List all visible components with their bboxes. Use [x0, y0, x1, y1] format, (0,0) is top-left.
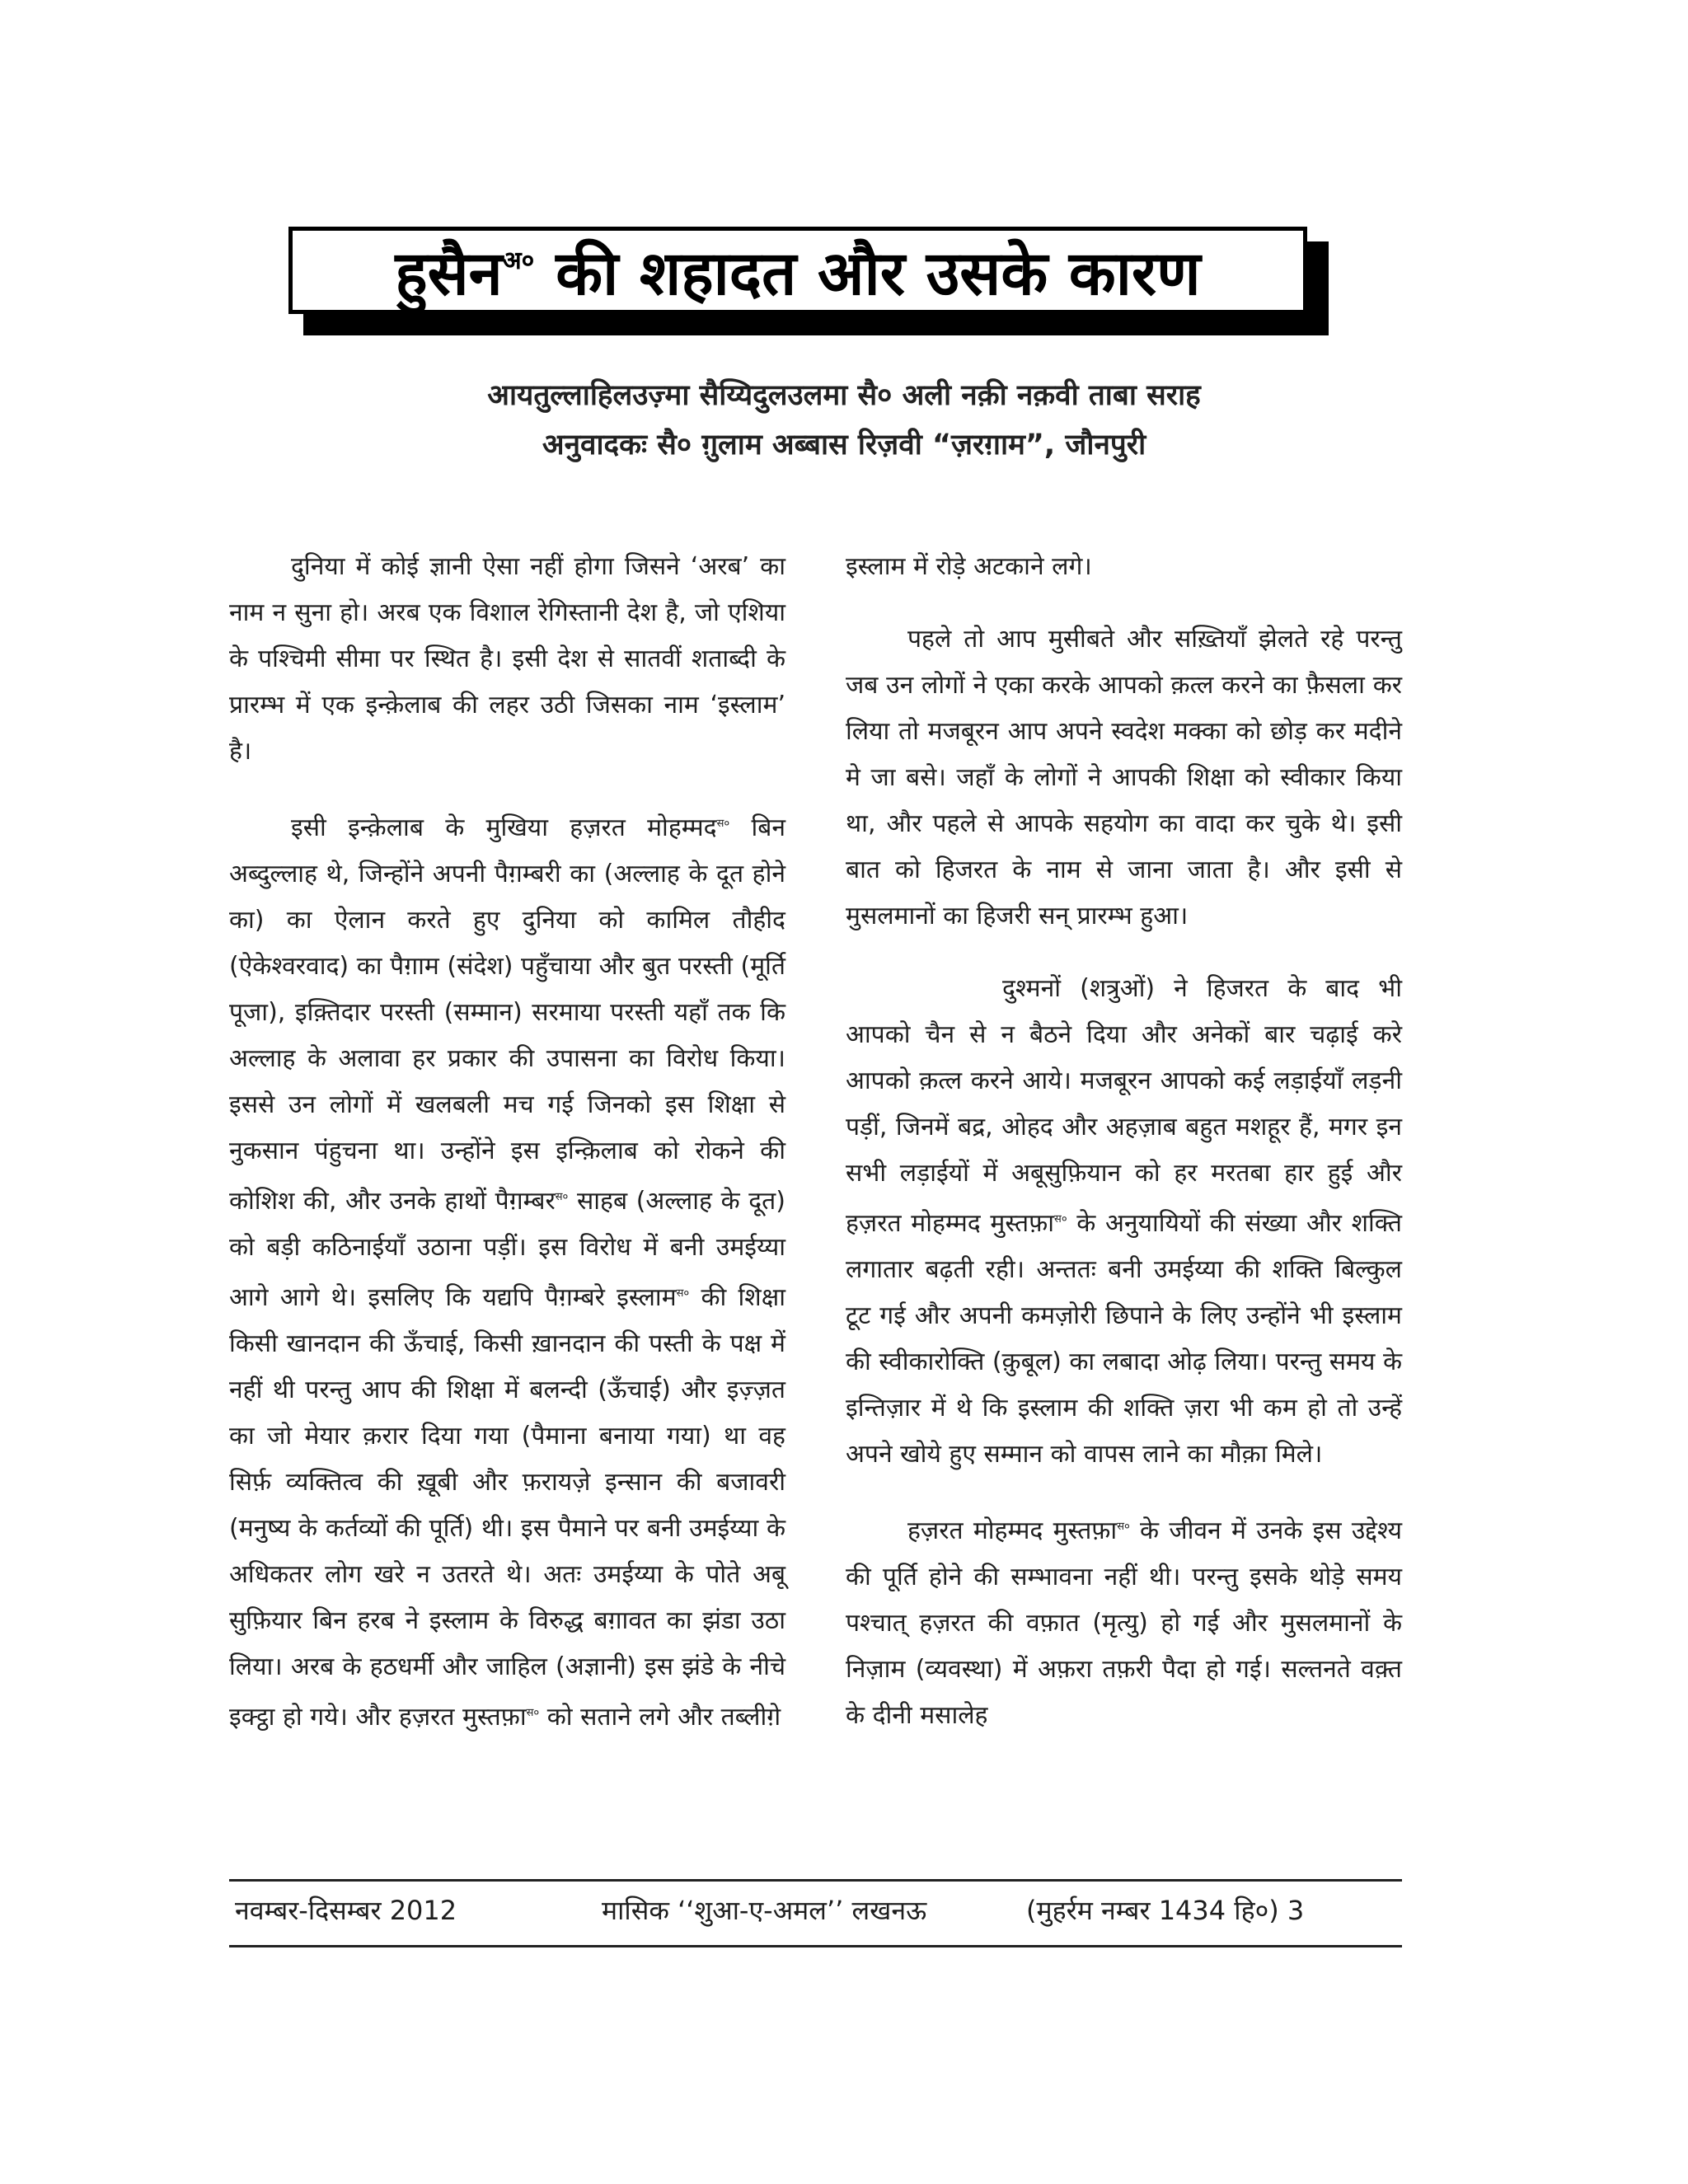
text-run: इसी इन्क़ेलाब के मुखिया हज़रत मोहम्मद — [291, 813, 717, 842]
page-title — [288, 227, 1307, 314]
paragraph — [846, 966, 1402, 1478]
honorific: स० — [1054, 1213, 1067, 1226]
title-rest: की शहादत और उसके कारण — [556, 237, 1201, 309]
translator-line: अनुवादकः सै० ग़ुलाम अब्बास रिज़वी “ज़रग़ाम”, जौनपुरी — [542, 429, 1146, 462]
text-run: के जीवन में उनके इस उद्देश्य की पूर्ति होने की सम्भावना नहीं थी। परन्तु इसके थोड़े समय पश्चात् हज़रत की वफ़ात (मृत्यु) हो गई और मुसलमानों के निज़ाम (व्यवस्था) में अफ़रा तफ़री पैदा हो गई। सल्तनते वक़्त के दीनी मसालेह — [846, 1516, 1402, 1730]
title-name: हुसैन — [395, 237, 503, 309]
title-honorific: अ० — [502, 246, 535, 275]
honorific: स० — [676, 1287, 690, 1300]
text-run: दुश्मनों (शत्रुओं) ने हिजरत के बाद भी आपको चैन से न बैठने दिया और अनेकों बार चढ़ाई करे आपको क़त्ल करने आये। मजबूरन आपको कई लड़ाईयाँ लड़नी पड़ीं, जिनमें बद्र, ओहद और अहज़ाब बहुत मशहूर हैं, मगर इन सभी लड़ाईयों में अबूसुफ़ियान को हर मरतबा हार हुई और हज़रत मोहम्मद मुस्तफ़ा — [846, 974, 1402, 1238]
text-run: हज़रत मोहम्मद मुस्तफ़ा — [907, 1516, 1118, 1545]
text-run: बिन अब्दुल्लाह थे, जिन्होंने अपनी पैग़म्बरी का (अल्लाह के दूत होने का) का ऐलान करते हुए दुनिया को कामिल तौहीद (ऐकेश्वरवाद) का पैग़ाम (संदेश) पहुँचाया और बुत परस्ती (मूर्ति पूजा), इक़्तिदार परस्ती (सम्मान) सरमाया परस्ती यहाँ तक कि अल्लाह के अलावा हर प्रकार की उपासना का विरोध किया। इससे उन लोगों में खलबली मच गई जिनको इस शिक्षा से नुकसान पंहुचना था। उन्होंने इस इन्क़िलाब को रोकने की कोशिश की, और उनके हाथों पैग़म्बर — [229, 813, 785, 1216]
text-run: के अनुयायियों की संख्या और शक्ति लगातार बढ़ती रही। अन्ततः बनी उमईय्या की शक्ति बिल्कुल टूट गई और अपनी कमज़ोरी छिपाने के लिए उन्होंने भी इस्लाम की स्वीकारोक्ति (क़ुबूल) का लबादा ओढ़ लिया। परन्तु समय के इन्तिज़ार में थे कि इस्लाम की शक्ति ज़रा भी कम हो तो उन्हें अपने खोये हुए सम्मान को वापस लाने का मौक़ा मिले। — [846, 1209, 1402, 1469]
footer-rule-top — [229, 1879, 1402, 1882]
footer-rule-bottom — [229, 1945, 1402, 1947]
paragraph — [229, 801, 785, 1741]
author-line: आयतुल्लाहिलउज़्मा सैय्यिदुलउलमा सै० अली नक़ी नक़वी ताबा सराह — [487, 379, 1201, 412]
text-run: की शिक्षा किसी खानदान की ऊँचाई, किसी ख़ानदान की पस्ती के पक्ष में नहीं थी परन्तु आप की शिक्षा में बलन्दी (ऊँचाई) और इज़्ज़त का जो मेयार क़रार दिया गया (पैमाना बनाया गया) था वह सिर्फ़ व्यक्तित्व की ख़ूबी और फ़रायज़े इन्सान की बजावरी (मनुष्य के कर्तव्यों की पूर्ति) थी। इस पैमाने पर बनी उमईय्या के अधिकतर लोग खरे न उतरते थे। अतः उमईय्या के पोते अबू सुफ़ियार बिन हरब ने इस्लाम के विरुद्ध बग़ावत का झंडा उठा लिया। अरब के हठधर्मी और जाहिल (अज्ञानी) इस झंडे के नीचे इक्ट्ठा हो गये। और हज़रत मुस्तफ़ा — [229, 1283, 785, 1732]
title-banner — [288, 227, 1329, 335]
right-column — [846, 544, 1402, 1765]
paragraph: दुनिया में कोई ज्ञानी ऐसा नहीं होगा जिसने ‘अरब’ का नाम न सुना हो। अरब एक विशाल रेगिस्तानी देश है, जो एशिया के पश्चिमी सीमा पर स्थित है। इसी देश से सातवीं शताब्दी के प्रारम्भ में एक इन्क़ेलाब की लहर उठी जिसका नाम ‘इस्लाम’ है। — [229, 552, 785, 766]
honorific: स० — [716, 818, 730, 830]
text-run: साहब (अल्लाह के दूत) को बड़ी कठिनाईयाँ उठाना पड़ीं। इस विरोध में बनी उमईय्या आगे आगे थे। इसलिए कि यद्यपि पैग़म्बरे इस्लाम — [229, 1187, 785, 1312]
footer-issue: नवम्बर-दिसम्बर 2012 — [235, 1895, 457, 1926]
footer-page-info: (मुहर्रम नम्बर 1434 हि०) 3 — [1026, 1895, 1305, 1926]
honorific: स० — [1117, 1521, 1130, 1533]
paragraph: पहले तो आप मुसीबते और सख़्तियाँ झेलते रहे परन्तु जब उन लोगों ने एका करके आपको क़त्ल करने का फ़ैसला कर लिया तो मजबूरन आप अपने स्वदेश मक्का को छोड़ कर मदीने मे जा बसे। जहाँ के लोगों ने आपकी शिक्षा को स्वीकार किया था, और पहले से आपके सहयोग का वादा कर चुके थे। इसी बात को हिजरत के नाम से जाना जाता है। और इसी से मुसलमानों का हिजरी सन् प्रारम्भ हुआ। — [846, 625, 1402, 930]
paragraph: इस्लाम में रोड़े अटकाने लगे। — [846, 552, 1092, 581]
honorific: स० — [526, 1707, 540, 1719]
honorific: स० — [555, 1191, 569, 1203]
text-run: को सताने लगे और तब्लीग़े — [539, 1703, 781, 1732]
left-column — [229, 544, 785, 1767]
footer-magazine: मासिक ‘‘शुआ-ए-अमल’’ लखनऊ — [602, 1895, 927, 1926]
paragraph — [846, 1504, 1402, 1739]
